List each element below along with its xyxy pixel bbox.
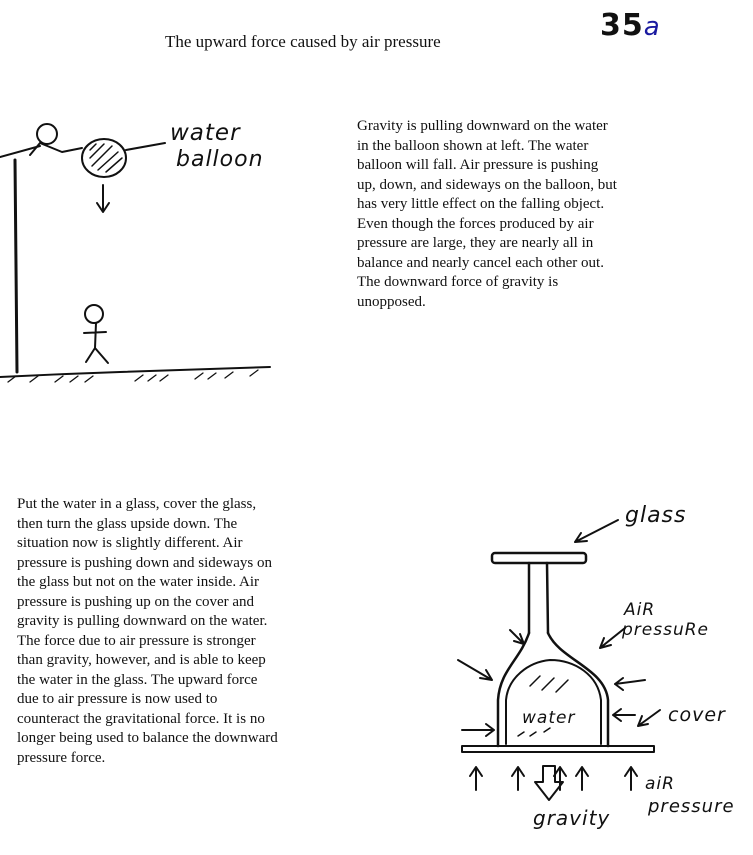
label-water: water bbox=[170, 120, 241, 146]
label-balloon: balloon bbox=[176, 147, 264, 172]
gravity-arrow bbox=[535, 766, 563, 800]
dropper-head bbox=[37, 124, 57, 144]
label-glass: glass bbox=[625, 503, 687, 528]
dropper-arm bbox=[30, 143, 82, 155]
ground-line bbox=[0, 367, 270, 377]
label-cover: cover bbox=[668, 704, 726, 726]
label-air-pressure-line1: AiR bbox=[624, 600, 656, 620]
glass-bowl-outer bbox=[498, 633, 529, 746]
up-arrow-5 bbox=[625, 767, 637, 790]
pressure-arrow-5 bbox=[462, 724, 494, 736]
glass-explanation: Put the water in a glass, cover the glass, then turn the glass upside down. The situation now is slightly different. Air pressure is pushing down and sideways on the glass but not on the water inside. Air pressure is pushing up on the cover and gravity is pulling downward on the water. The force due to air pressure is stronger than gravity, however, and is able to keep the water in the glass. The upward force due to air pressure is now used to counteract the gravitational force. It is no longer being used to balance the downward pressure force. bbox=[17, 496, 278, 766]
glass-stem bbox=[529, 563, 548, 633]
page-title: The upward force caused by air pressure bbox=[165, 32, 441, 51]
pressure-arrow-3 bbox=[458, 660, 492, 680]
up-arrow-2 bbox=[512, 767, 524, 790]
glass-foot bbox=[492, 553, 586, 563]
label-water-in-glass: water bbox=[522, 708, 576, 728]
label-air-bottom-line1: aiR bbox=[645, 774, 675, 794]
page-number-main: 35 bbox=[600, 8, 644, 43]
balloon-explanation: Gravity is pulling downward on the water in the balloon shown at left. The water balloon will fall. Air pressure is pushing up, down, and sideways on the balloon, but has very little effect on the falling object. Even though the forces produced by air pressure are large, they are nearly all in balance and nearly cancel each other out. The downward force of gravity is unopposed. bbox=[357, 118, 617, 310]
stick-figure-head bbox=[85, 305, 103, 323]
label-gravity: gravity bbox=[533, 806, 611, 830]
label-air-bottom-line2: pressure bbox=[648, 796, 735, 817]
cover-card bbox=[462, 746, 654, 752]
cover-pointer bbox=[638, 710, 660, 726]
page-number bbox=[600, 8, 661, 43]
page-number-suffix: a bbox=[643, 12, 661, 42]
pressure-arrow-4 bbox=[615, 678, 645, 690]
up-arrow-1 bbox=[470, 767, 482, 790]
balloon-shading bbox=[90, 144, 122, 172]
label-air-pressure-line2: pressuRe bbox=[622, 620, 709, 640]
up-arrow-4 bbox=[576, 767, 588, 790]
glass-bowl-inner bbox=[506, 660, 601, 744]
glass-pointer bbox=[575, 520, 618, 542]
balloon-label-pointer bbox=[126, 143, 165, 150]
ledge-pole bbox=[15, 160, 17, 372]
stick-figure-body bbox=[84, 323, 108, 363]
pressure-arrow-6 bbox=[613, 709, 635, 721]
pressure-arrow-1 bbox=[510, 630, 524, 644]
